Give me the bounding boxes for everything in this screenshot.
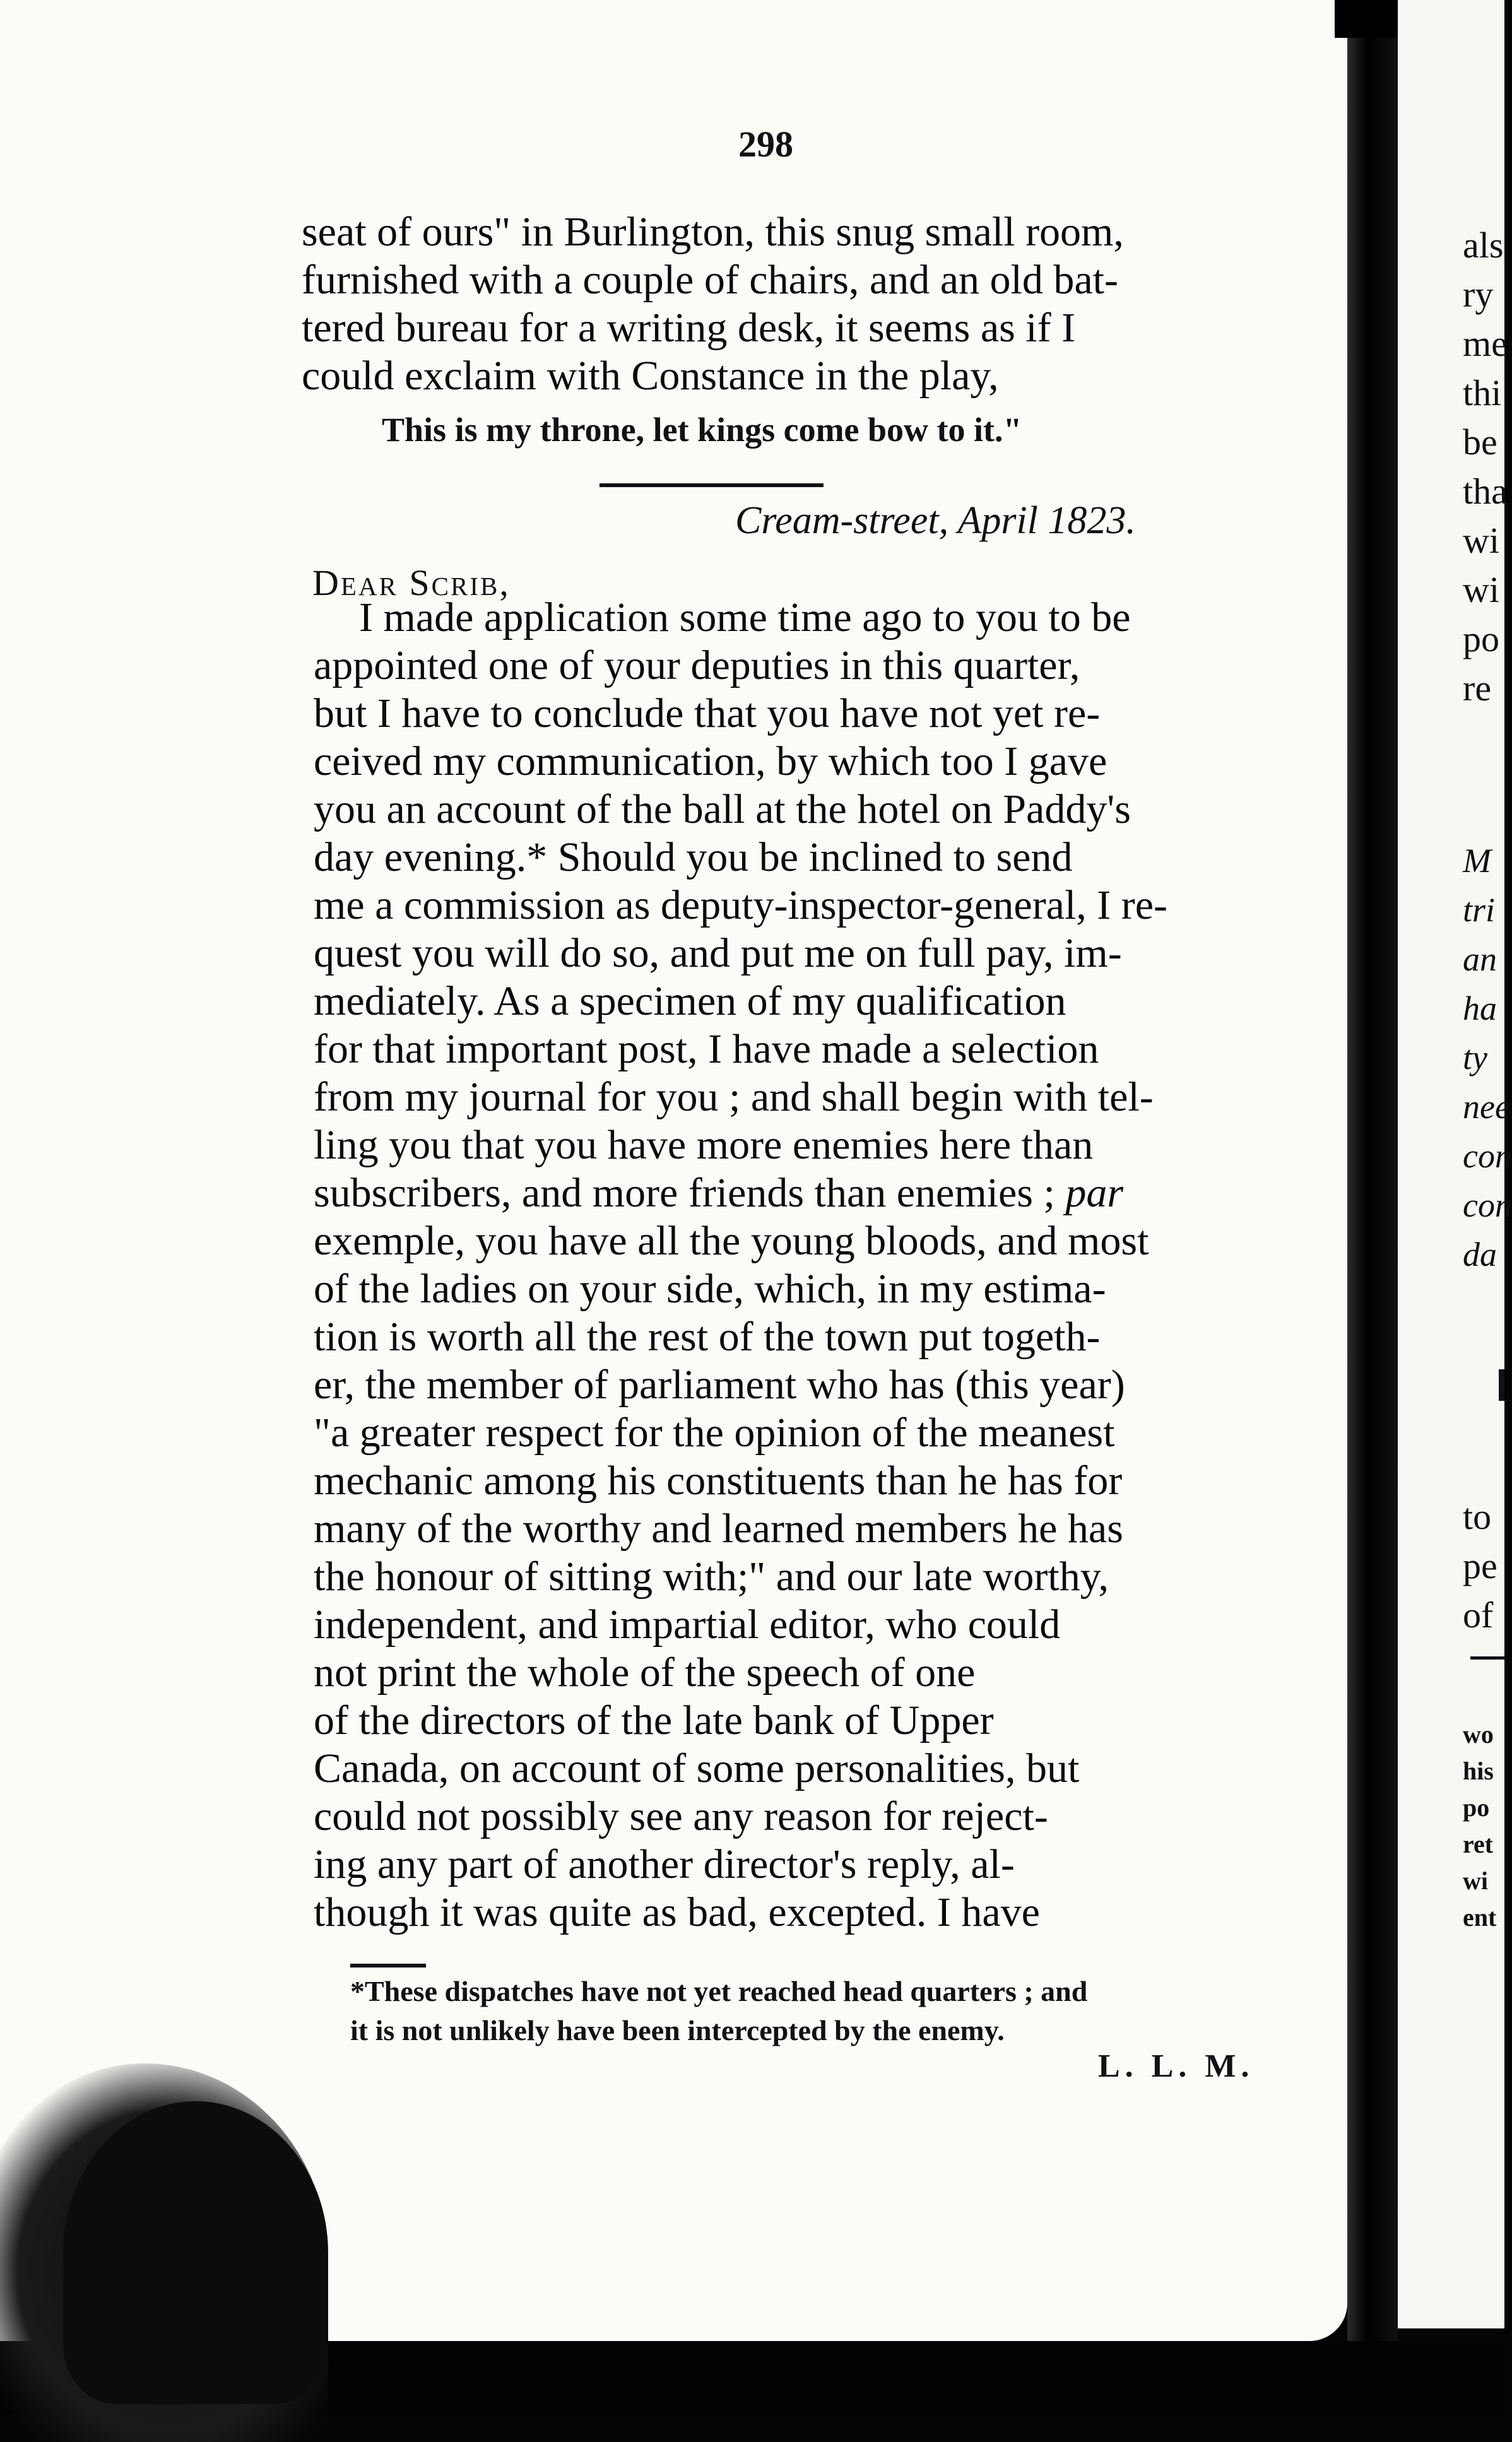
fragment: ty bbox=[1463, 1039, 1487, 1076]
text-line: mediately. As a specimen of my qualification bbox=[314, 978, 1066, 1024]
opening-paragraph bbox=[302, 208, 1299, 400]
facing-page-fragments-footnote bbox=[1463, 1716, 1496, 1936]
fragment: po bbox=[1463, 1793, 1490, 1822]
text-line: of the ladies on your side, which, in my estima- bbox=[314, 1266, 1106, 1312]
fragment: tri bbox=[1463, 891, 1496, 929]
text-line: could not possibly see any reason for reject- bbox=[314, 1793, 1048, 1839]
text-line: from my journal for you ; and shall begin with tel- bbox=[314, 1074, 1154, 1120]
text-line: many of the worthy and learned members he has bbox=[314, 1506, 1123, 1552]
signature-initials: L. L. M. bbox=[1098, 2048, 1255, 2084]
text-line: though it was quite as bad, excepted. I have bbox=[314, 1889, 1040, 1935]
gutter-top-shadow bbox=[1335, 0, 1404, 38]
text-line: quest you will do so, and put me on full pay, im- bbox=[314, 930, 1122, 976]
text-line: furnished with a couple of chairs, and an old bat- bbox=[302, 257, 1118, 303]
italic-word: par bbox=[1065, 1170, 1124, 1216]
letter-salutation: Dear Scrib, bbox=[312, 562, 511, 603]
fragment: tha bbox=[1463, 471, 1508, 512]
fragment: wi bbox=[1463, 569, 1499, 610]
footnote bbox=[350, 1972, 1087, 2050]
text-span: subscribers, and more friends than enemies ; bbox=[314, 1170, 1055, 1216]
footnote-divider bbox=[350, 1964, 426, 1967]
text-line: I made application some time ago to you to be bbox=[359, 594, 1131, 640]
text-line: ling you that you have more enemies here than bbox=[314, 1122, 1094, 1168]
fragment: ha bbox=[1463, 989, 1497, 1027]
text-line: tered bureau for a writing desk, it seems as if I bbox=[302, 305, 1076, 351]
fragment: wi bbox=[1463, 1867, 1488, 1895]
text-line: the honour of sitting with;" and our late worthy, bbox=[314, 1554, 1109, 1600]
fragment: con bbox=[1463, 1186, 1512, 1224]
letter-body bbox=[314, 593, 1304, 1936]
section-divider bbox=[599, 483, 824, 487]
letter-dateline: Cream-street, April 1823. bbox=[735, 499, 1136, 542]
text-line: for that important post, I have made a selection bbox=[314, 1026, 1099, 1072]
fragment: an bbox=[1463, 940, 1497, 978]
fragment: po bbox=[1463, 618, 1499, 659]
page-number: 298 bbox=[738, 124, 793, 165]
text-line: ceived my communication, by which too I gave bbox=[314, 738, 1107, 784]
fragment: of bbox=[1463, 1595, 1494, 1636]
text-line: not print the whole of the speech of one bbox=[314, 1649, 976, 1696]
text-line: ing any part of another director's reply, al- bbox=[314, 1841, 1015, 1887]
fragment: me bbox=[1463, 323, 1508, 364]
fragment: pe bbox=[1463, 1545, 1497, 1586]
text-line: mechanic among his constituents than he has for bbox=[314, 1458, 1123, 1504]
fragment: ret bbox=[1463, 1830, 1494, 1858]
fragment: be bbox=[1463, 422, 1497, 463]
text-line: Canada, on account of some personalities, but bbox=[314, 1745, 1080, 1791]
text-line: me a commission as deputy-inspector-general, I re- bbox=[314, 882, 1168, 928]
fragment: ent bbox=[1463, 1903, 1497, 1932]
text-line: appointed one of your deputies in this quarter, bbox=[314, 642, 1080, 688]
fragment: con bbox=[1463, 1137, 1512, 1175]
fragment: re bbox=[1463, 668, 1492, 709]
text-line: could exclaim with Constance in the play, bbox=[302, 353, 999, 399]
scanner-thumb bbox=[63, 2101, 328, 2404]
facing-page-fragments-italic bbox=[1463, 836, 1512, 1279]
book-gutter bbox=[1347, 0, 1398, 2413]
fragment: wo bbox=[1463, 1720, 1494, 1749]
text-line: exemple, you have all the young bloods, and most bbox=[314, 1218, 1149, 1264]
text-line: day evening.* Should you be inclined to send bbox=[314, 834, 1073, 880]
text-line: tion is worth all the rest of the town put togeth- bbox=[314, 1314, 1101, 1360]
footnote-line: it is not unlikely have been intercepted by the enemy. bbox=[350, 2014, 1005, 2046]
fragment: to bbox=[1463, 1496, 1492, 1537]
text-line: you an account of the ball at the hotel on Paddy's bbox=[314, 786, 1131, 832]
text-line: of the directors of the late bank of Upper bbox=[314, 1697, 994, 1743]
text-line: independent, and impartial editor, who could bbox=[314, 1601, 1061, 1648]
text-line: but I have to conclude that you have not yet re- bbox=[314, 690, 1101, 736]
fragment: M bbox=[1463, 842, 1491, 880]
fragment: wi bbox=[1463, 520, 1499, 561]
fragment: da bbox=[1463, 1236, 1497, 1273]
text-line: seat of ours" in Burlington, this snug small room, bbox=[302, 209, 1124, 255]
fragment: ry bbox=[1463, 274, 1494, 315]
text-line-with-italic bbox=[314, 1169, 1304, 1217]
facing-page-fragments-lower bbox=[1463, 1492, 1497, 1640]
quoted-verse: This is my throne, let kings come bow to it." bbox=[382, 411, 1022, 449]
text-line: er, the member of parliament who has (this year) bbox=[314, 1362, 1125, 1408]
fragment: his bbox=[1463, 1757, 1494, 1785]
facing-page-rule bbox=[1470, 1656, 1504, 1660]
facing-page-mark bbox=[1499, 1369, 1504, 1401]
text-line: "a greater respect for the opinion of the meanest bbox=[314, 1410, 1115, 1456]
footnote-line: *These dispatches have not yet reached head quarters ; and bbox=[350, 1975, 1088, 2007]
facing-page-fragments-top bbox=[1463, 221, 1508, 713]
fragment: nee bbox=[1463, 1088, 1510, 1126]
fragment: thi bbox=[1463, 372, 1502, 413]
fragment: als bbox=[1463, 225, 1504, 266]
